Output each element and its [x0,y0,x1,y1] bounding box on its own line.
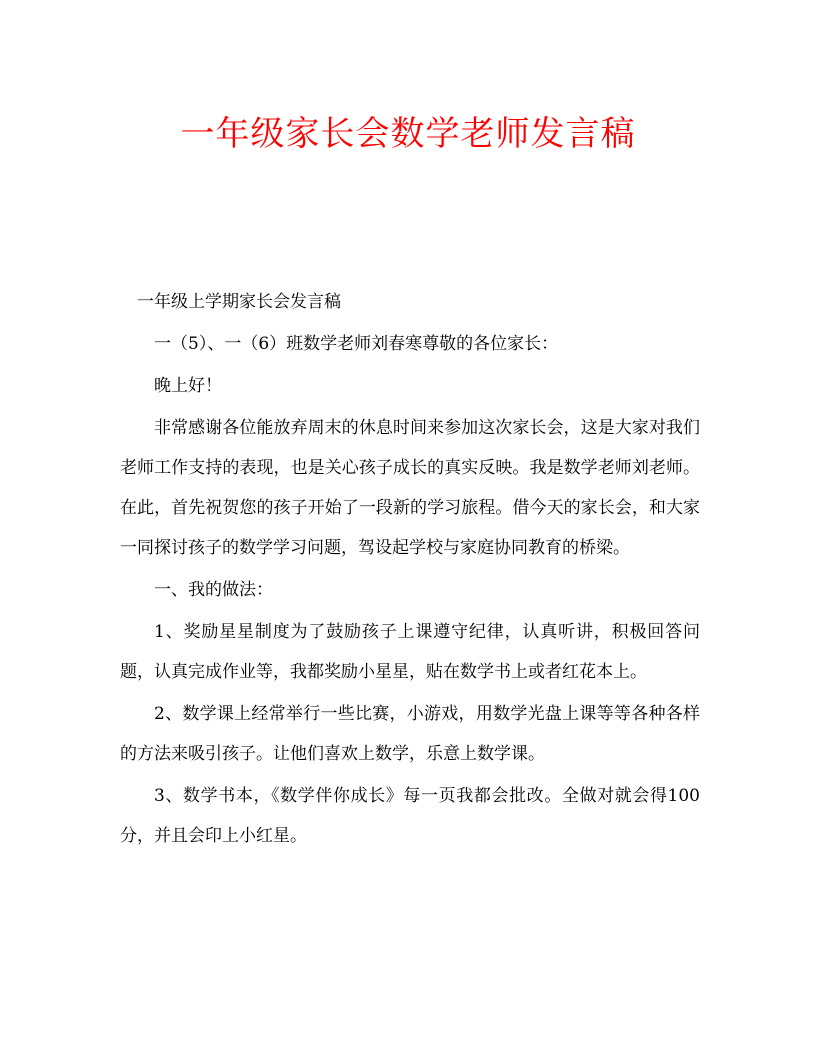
paragraph-item-3: 3、数学书本，《数学伴你成长》每一页我都会批改。全做对就会得100分，并且会印上小红星。 [120,786,700,846]
paragraph-intro: 非常感谢各位能放弃周末的休息时间来参加这次家长会，这是大家对我们老师工作支持的表现，也是关心孩子成长的真实反映。我是数学老师刘老师。在此，首先祝贺您的孩子开始了一段新的学习旅程。借今天的家长会，和大家一同探讨孩子的数学学习问题，驾设起学校与家庭协同教育的桥梁。 [120,418,700,558]
paragraph-item-1: 1、奖励星星制度为了鼓励孩子上课遵守纪律，认真听讲，积极回答问题，认真完成作业等，我都奖励小星星，贴在数学书上或者红花本上。 [120,622,700,682]
paragraph-greeting: 晚上好！ [154,376,222,396]
document-body [120,282,700,856]
paragraph-item-2: 2、数学课上经常举行一些比赛，小游戏，用数学光盘上课等等各种各样的方法来吸引孩子。让他们喜欢上数学，乐意上数学课。 [120,704,700,764]
paragraph-salutation: 一（5）、一（6）班数学老师刘春寒尊敬的各位家长： [154,334,559,354]
section-heading-my-approach: 一、我的做法： [154,580,273,600]
paragraph-subtitle: 一年级上学期家长会发言稿 [137,292,341,312]
document-title: 一年级家长会数学老师发言稿 [180,114,636,154]
